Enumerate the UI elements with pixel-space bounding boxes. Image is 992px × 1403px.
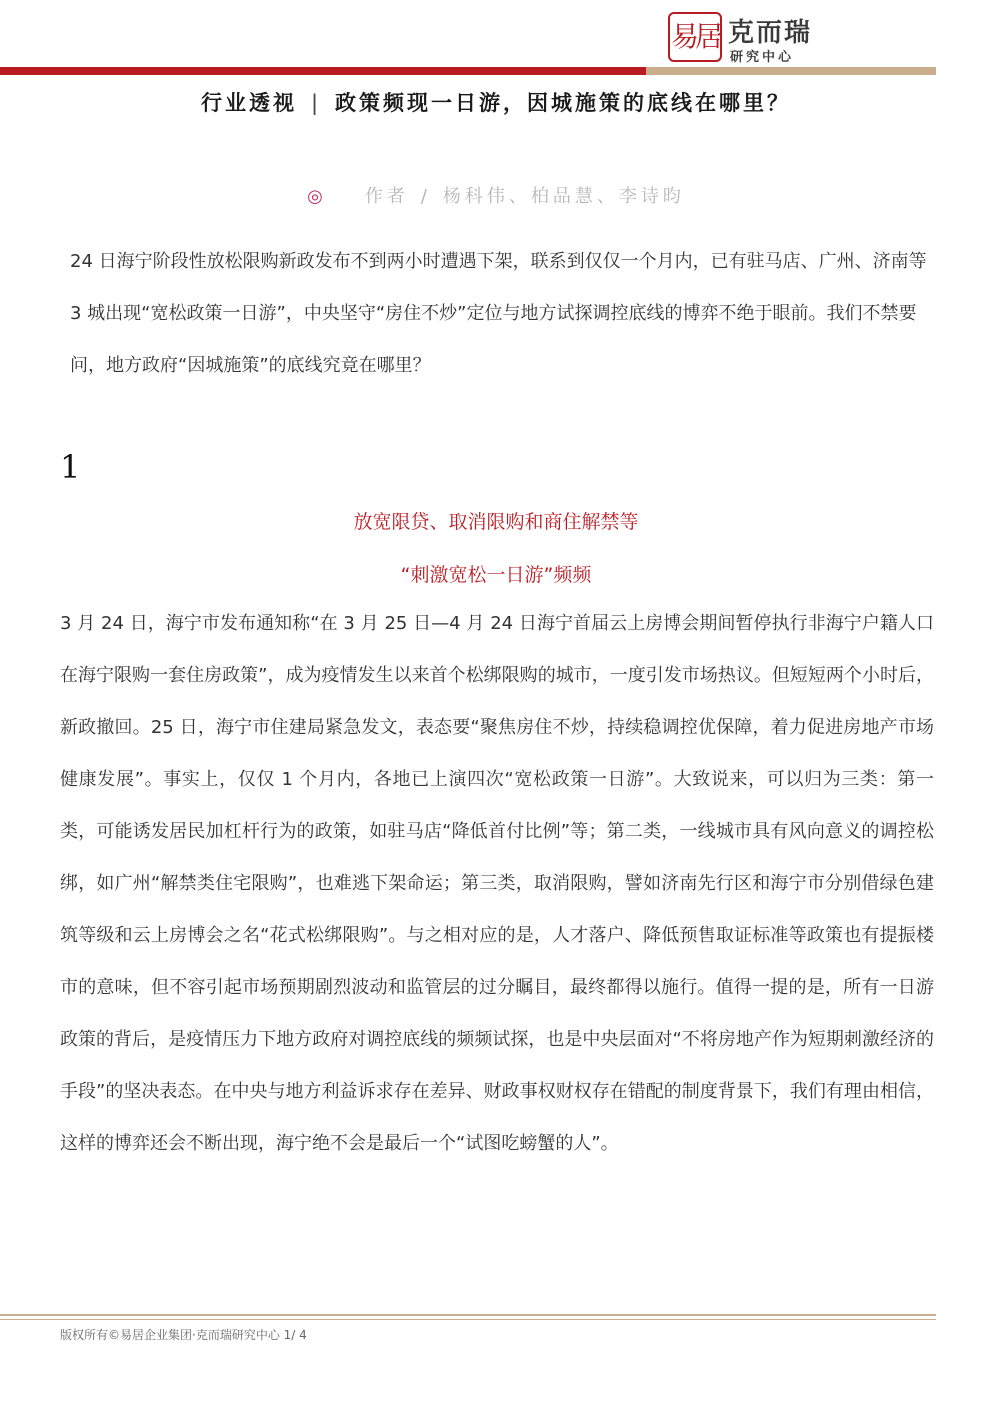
section-body-paragraph: 3 月 24 日，海宁市发布通知称“在 3 月 25 日—4 月 24 日海宁首届云上房博会期间暂停执行非海宁户籍人口在海宁限购一套住房政策”，成为疫情发生以来首个松绑限购的城市，一度引发市场热议。但短短两个小时后，新政撤回。25 日，海宁市住建局紧急发文，表态要“聚焦房住不炒，持续稳调控优保障，着力促进房地产市场健康发展”。事实上，仅仅 1 个月内，各地已上演四次“宽松政策一日游”。大致说来，可以归为三类：第一类，可能诱发居民加杠杆行为的政策，如驻马店“降低首付比例”等；第二类，一线城市具有风向意义的调控松绑，如广州“解禁类住宅限购”，也难逃下架命运；第三类，取消限购，譬如济南先行区和海宁市分别借绿色建筑等级和云上房博会之名“花式松绑限购”。与之相对应的是，人才落户、降低预售取证标准等政策也有提振楼市的意味，但不容引起市场预期剧烈波动和监管层的过分瞩目，最终都得以施行。值得一提的是，所有一日游政策的背后，是疫情压力下地方政府对调控底线的频频试探，也是中央层面对“不将房地产作为短期刺激经济的手段”的坚决表态。在中央与地方利益诉求存在差异、财政事权财权存在错配的制度背景下，我们有理由相信，这样的博弈还会不断出现，海宁绝不会是最后一个“试图吃螃蟹的人”。 bbox=[60, 613, 934, 1154]
page-header bbox=[0, 87, 992, 117]
author-slash: / bbox=[420, 186, 431, 207]
header-bar-red bbox=[0, 67, 646, 75]
brand-subtitle: 研究中心 bbox=[730, 50, 795, 65]
author-names: 杨科伟、柏品慧、李诗昀 bbox=[442, 186, 685, 207]
target-circle-icon: ◎ bbox=[307, 186, 327, 207]
footer-copyright: 版权所有©易居企业集团·克而瑞研究中心 1/ 4 bbox=[60, 1328, 307, 1342]
seal-logo-icon: 易居 bbox=[668, 12, 722, 62]
footer-divider bbox=[0, 1314, 936, 1316]
section-number: 1 bbox=[60, 448, 81, 486]
header-separator: | bbox=[310, 91, 322, 115]
page-title: 政策频现一日游，因城施策的底线在哪里？ bbox=[335, 91, 792, 115]
brand-logo bbox=[668, 12, 818, 66]
header-section-label: 行业透视 bbox=[200, 91, 297, 115]
author-line bbox=[0, 182, 992, 208]
author-label: 作者 bbox=[364, 186, 409, 207]
section-title-line1: 放宽限贷、取消限购和商住解禁等 bbox=[353, 511, 639, 533]
section-title-line2: “刺激宽松一日游”频频 bbox=[400, 564, 592, 586]
brand-name: 克而瑞 bbox=[728, 18, 813, 48]
intro-paragraph: 24 日海宁阶段性放松限购新政发布不到两小时遭遇下架，联系到仅仅一个月内，已有驻马店、广州、济南等 3 城出现“宽松政策一日游”，中央坚守“房住不炒”定位与地方试探调控底线的博弈不绝于眼前。我们不禁要问，地方政府“因城施策”的底线究竟在哪里？ bbox=[70, 251, 927, 376]
header-bar-tan bbox=[646, 67, 936, 75]
footer-divider-thin bbox=[0, 1319, 936, 1320]
